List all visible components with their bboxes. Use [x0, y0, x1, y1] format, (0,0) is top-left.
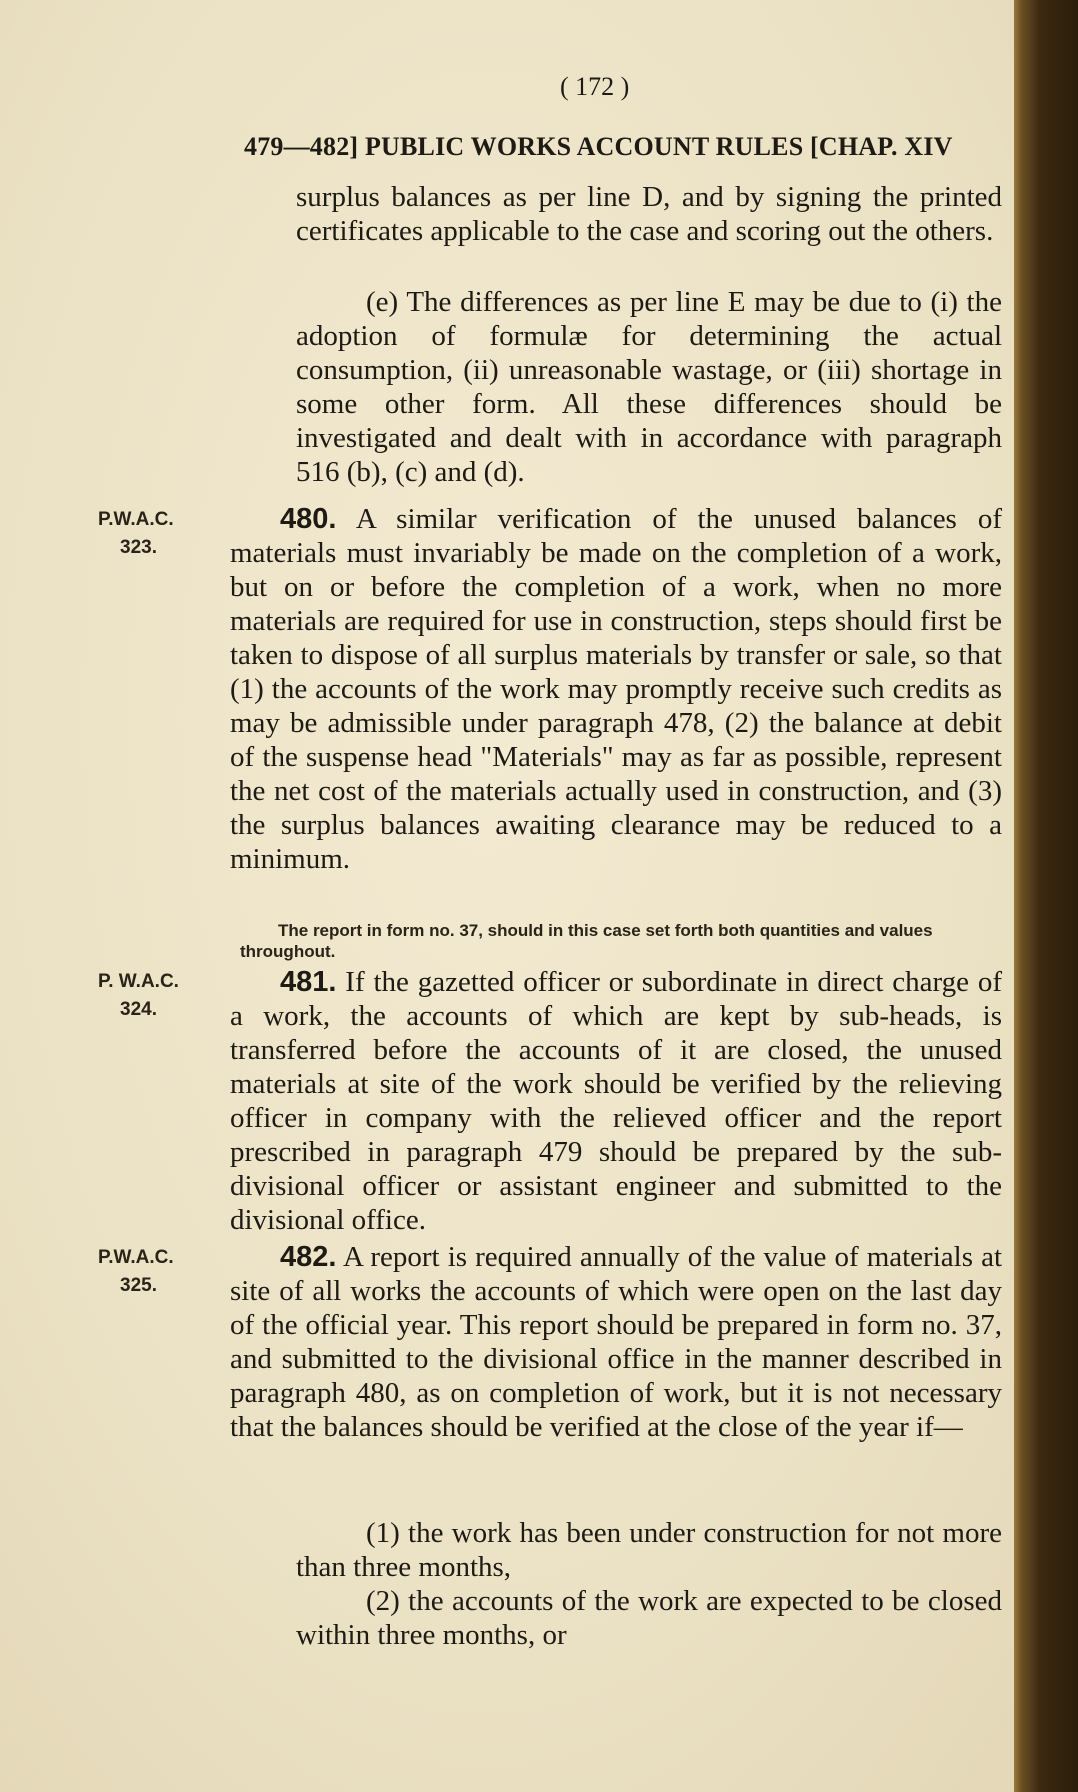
- footnote-480: The report in form no. 37, should in this case set forth both quantities and values throughout.: [240, 921, 933, 961]
- margin-number: 324.: [120, 999, 157, 1020]
- margin-code: P.W.A.C.: [98, 509, 174, 530]
- continued-paragraph: surplus balances as per line D, and by signing the printed certificates applicable to the case and scoring out the others.: [296, 181, 1002, 247]
- margin-reference-324: [98, 968, 179, 1024]
- list-item-1: (1) the work has been under construction for not more than three months,: [296, 1517, 1002, 1583]
- margin-reference-323: [98, 506, 174, 562]
- paragraph-482: [230, 1240, 1002, 1444]
- paragraph-e: (e) The differences as per line E may be due to (i) the adoption of formulæ for determining the actual consumption, (ii) unreasonable wastage, or (iii) shortage in some other form. All these differences should be investigated and dealt with in accordance with paragraph 516 (b), (c) and (d).: [296, 286, 1002, 488]
- paragraph-text: A report is required annually of the value of materials at site of all works the accounts of which were open on the last day of the official year. This report should be prepared in form no. 37, and submitted to the divisional office in the manner described in paragraph 480, as on completion of work, but it is not necessary that the balances should be verified at the close of the year if—: [230, 1241, 1002, 1443]
- paragraph-481: [230, 965, 1002, 1237]
- paragraph-number: 482.: [280, 1241, 337, 1273]
- margin-code: P. W.A.C.: [98, 971, 179, 992]
- margin-number: 325.: [120, 1275, 157, 1296]
- margin-number: 323.: [120, 537, 157, 558]
- paragraph-text: If the gazetted officer or subordinate in direct charge of a work, the accounts of which are kept by sub-heads, is transferred before the accounts of it are closed, the unused materials at site of the work should be verified by the relieving officer in company with the relieved officer and the report prescribed in paragraph 479 should be prepared by the sub-divisional officer or assistant engineer and submitted to the divisional office.: [230, 966, 1002, 1236]
- margin-code: P.W.A.C.: [98, 1247, 174, 1268]
- list-item-2: (2) the accounts of the work are expected to be closed within three months, or: [296, 1585, 1002, 1651]
- paragraph-number: 481.: [280, 966, 337, 998]
- page-number: ( 172 ): [560, 72, 630, 101]
- paragraph-text: A similar verification of the unused balances of materials must invariably be made on the completion of a work, but on or before the completion of a work, when no more materials are required for use in construction, steps should first be taken to dispose of all surplus materials by transfer or sale, so that (1) the accounts of the work may promptly receive such credits as may be admissible under paragraph 478, (2) the balance at debit of the suspense head "Materials" may as far as possible, represent the net cost of the materials actually used in construction, and (3) the surplus balances awaiting clearance may be reduced to a minimum.: [230, 503, 1002, 875]
- book-binding-shadow: [1014, 0, 1078, 1792]
- paragraph-480: [230, 502, 1002, 876]
- running-head: 479—482] PUBLIC WORKS ACCOUNT RULES [CHAP. XIV: [244, 132, 953, 161]
- paragraph-number: 480.: [280, 503, 337, 535]
- margin-reference-325: [98, 1244, 174, 1300]
